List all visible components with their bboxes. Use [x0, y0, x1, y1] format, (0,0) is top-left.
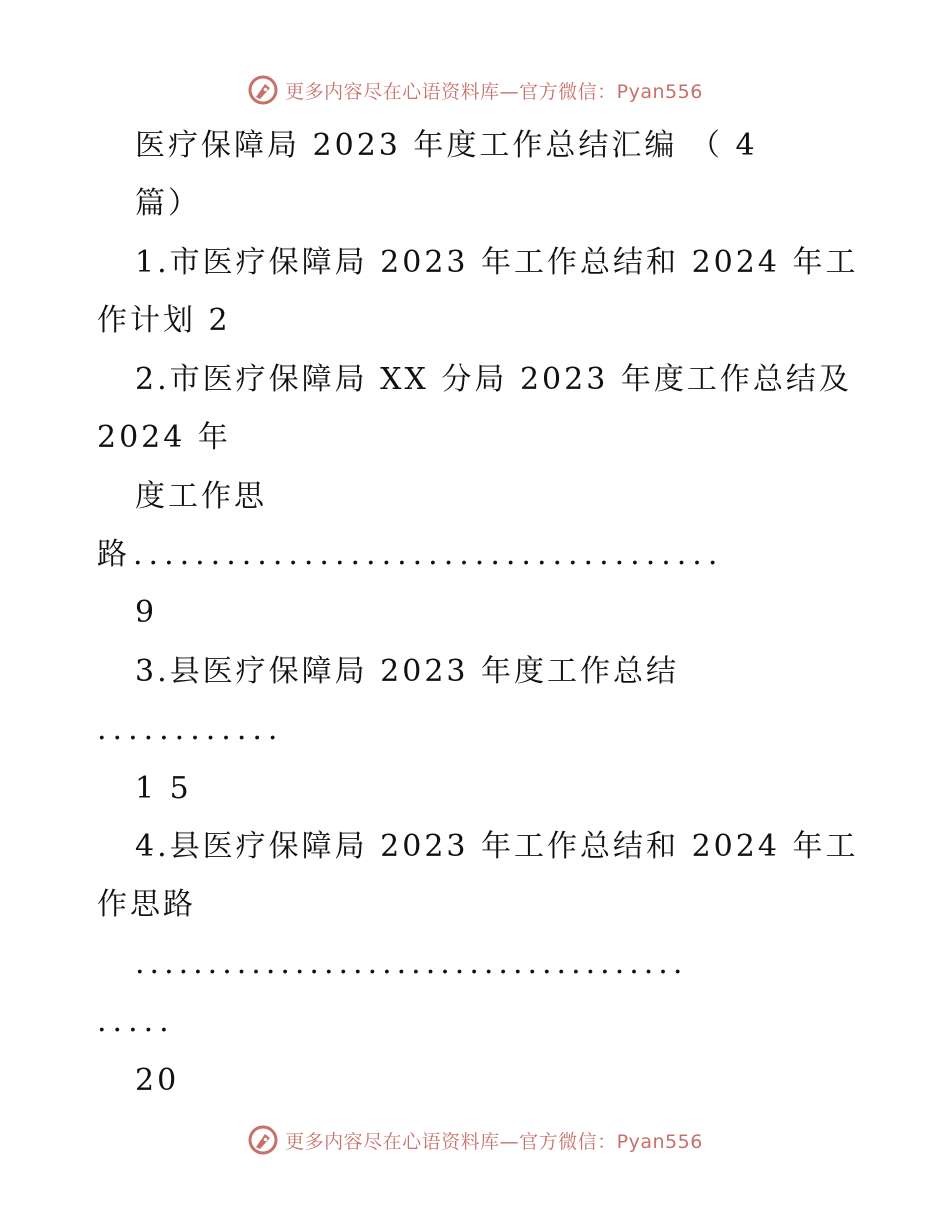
toc-item-2-line2: 2024 年	[97, 420, 231, 455]
watermark-text: 更多内容尽在心语资料库—官方微信：Pyan556	[285, 1130, 703, 1153]
document-title-line2: 篇）	[135, 186, 201, 221]
toc-item-1-line1: 1.市医疗保障局 2023 年工作总结和 2024 年工	[135, 245, 859, 280]
toc-item-4-line1: 4.县医疗保障局 2023 年工作总结和 2024 年工	[135, 829, 859, 864]
document-title-line1: 医疗保障局 2023 年度工作总结汇编 （ 4	[135, 128, 758, 163]
toc-item-3-dots: ............	[97, 712, 284, 747]
toc-item-4-dots2: .....	[97, 1004, 175, 1039]
pen-nib-circle-icon	[247, 74, 279, 106]
toc-item-2-line1: 2.市医疗保障局 XX 分局 2023 年度工作总结及	[135, 362, 852, 397]
watermark-banner-top	[0, 70, 950, 110]
toc-item-4-dots1: ......................................	[135, 946, 688, 981]
toc-item-4-line2: 作思路	[97, 887, 196, 922]
toc-item-3-line1: 3.县医疗保障局 2023 年度工作总结	[135, 654, 680, 689]
pen-nib-circle-icon	[247, 1124, 279, 1156]
toc-item-2-line4: 路......................................	[97, 537, 724, 572]
toc-item-4-page: 20	[135, 1063, 180, 1098]
watermark-text: 更多内容尽在心语资料库—官方微信：Pyan556	[285, 80, 703, 103]
watermark-banner-bottom	[0, 1120, 950, 1160]
toc-item-2-line3: 度工作思	[135, 479, 267, 514]
toc-item-3-page: 1 5	[135, 771, 192, 806]
toc-item-2-page: 9	[135, 595, 158, 630]
toc-item-1-line2: 作计划 2	[97, 303, 231, 338]
